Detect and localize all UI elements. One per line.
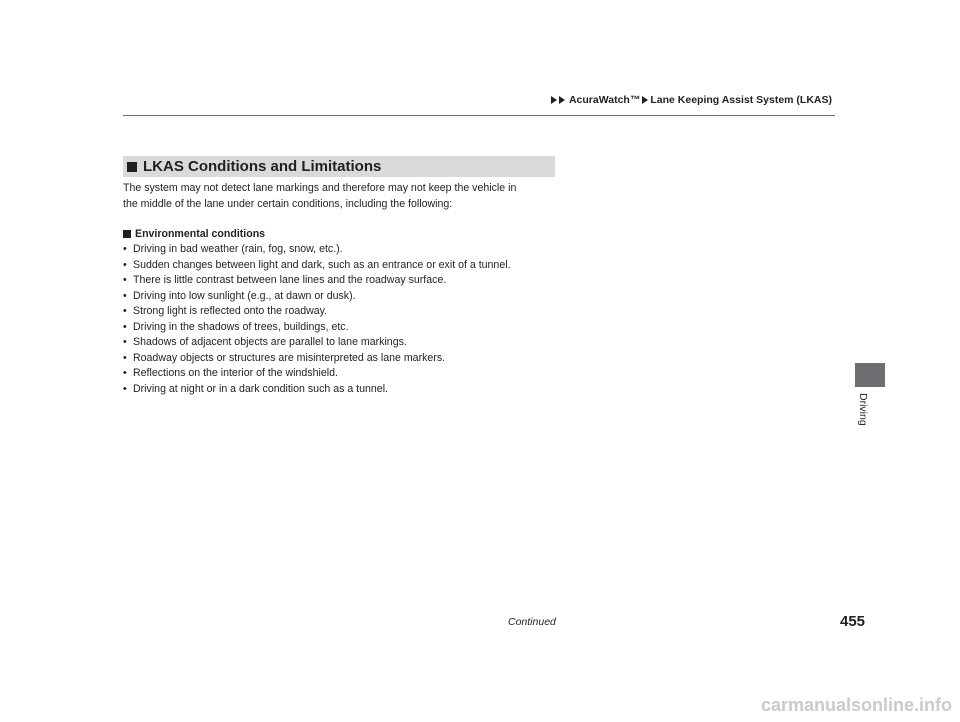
list-item: • Reflections on the interior of the windshield. <box>123 366 573 382</box>
bullet-dot-icon: • <box>123 258 127 271</box>
intro-paragraph <box>123 181 563 212</box>
square-bullet-icon <box>127 162 137 172</box>
list-item: • Shadows of adjacent objects are parallel to lane markings. <box>123 335 573 351</box>
intro-line: The system may not detect lane markings and therefore may not keep the vehicle in <box>123 182 517 194</box>
list-item: • Sudden changes between light and dark, such as an entrance or exit of a tunnel. <box>123 258 573 274</box>
bullet-dot-icon: • <box>123 367 127 379</box>
subheading-text: Environmental conditions <box>135 228 266 240</box>
triangle-arrow-icon <box>559 96 565 104</box>
square-bullet-icon <box>123 230 131 238</box>
breadcrumb-item-lkas: Lane Keeping Assist System (LKAS) <box>650 94 832 106</box>
section-heading-bar <box>123 156 555 177</box>
bullet-dot-icon: • <box>123 351 127 364</box>
bullet-dot-icon: • <box>123 243 127 255</box>
continued-label: Continued <box>508 616 556 628</box>
list-item: • Driving in the shadows of trees, buildings, etc. <box>123 320 573 336</box>
breadcrumb <box>551 94 832 106</box>
list-item: • Driving into low sunlight (e.g., at dawn or dusk). <box>123 289 573 305</box>
subheading <box>123 228 265 240</box>
list-item: • Driving at night or in a dark condition such as a tunnel. <box>123 382 573 398</box>
bullet-dot-icon: • <box>123 320 127 333</box>
triangle-arrow-icon <box>551 96 557 104</box>
chapter-label: Driving <box>857 393 869 426</box>
chapter-tab <box>855 363 885 387</box>
breadcrumb-item-acurawatch: AcuraWatch™ <box>568 94 641 106</box>
conditions-list <box>123 242 573 397</box>
header-divider <box>123 115 835 116</box>
bullet-dot-icon: • <box>123 305 127 317</box>
list-item: • There is little contrast between lane lines and the roadway surface. <box>123 273 573 289</box>
list-item: • Strong light is reflected onto the roadway. <box>123 304 573 320</box>
section-title: LKAS Conditions and Limitations <box>143 158 382 175</box>
intro-line: the middle of the lane under certain conditions, including the following: <box>123 197 453 210</box>
bullet-dot-icon: • <box>123 382 127 395</box>
bullet-dot-icon: • <box>123 274 127 286</box>
triangle-arrow-icon <box>642 96 648 104</box>
watermark: carmanualsonline.info <box>760 695 952 715</box>
list-item: • Driving in bad weather (rain, fog, snow, etc.). <box>123 242 573 258</box>
page-number: 455 <box>840 613 866 630</box>
list-item: • Roadway objects or structures are misinterpreted as lane markers. <box>123 351 573 367</box>
bullet-dot-icon: • <box>123 289 127 302</box>
bullet-dot-icon: • <box>123 336 127 348</box>
